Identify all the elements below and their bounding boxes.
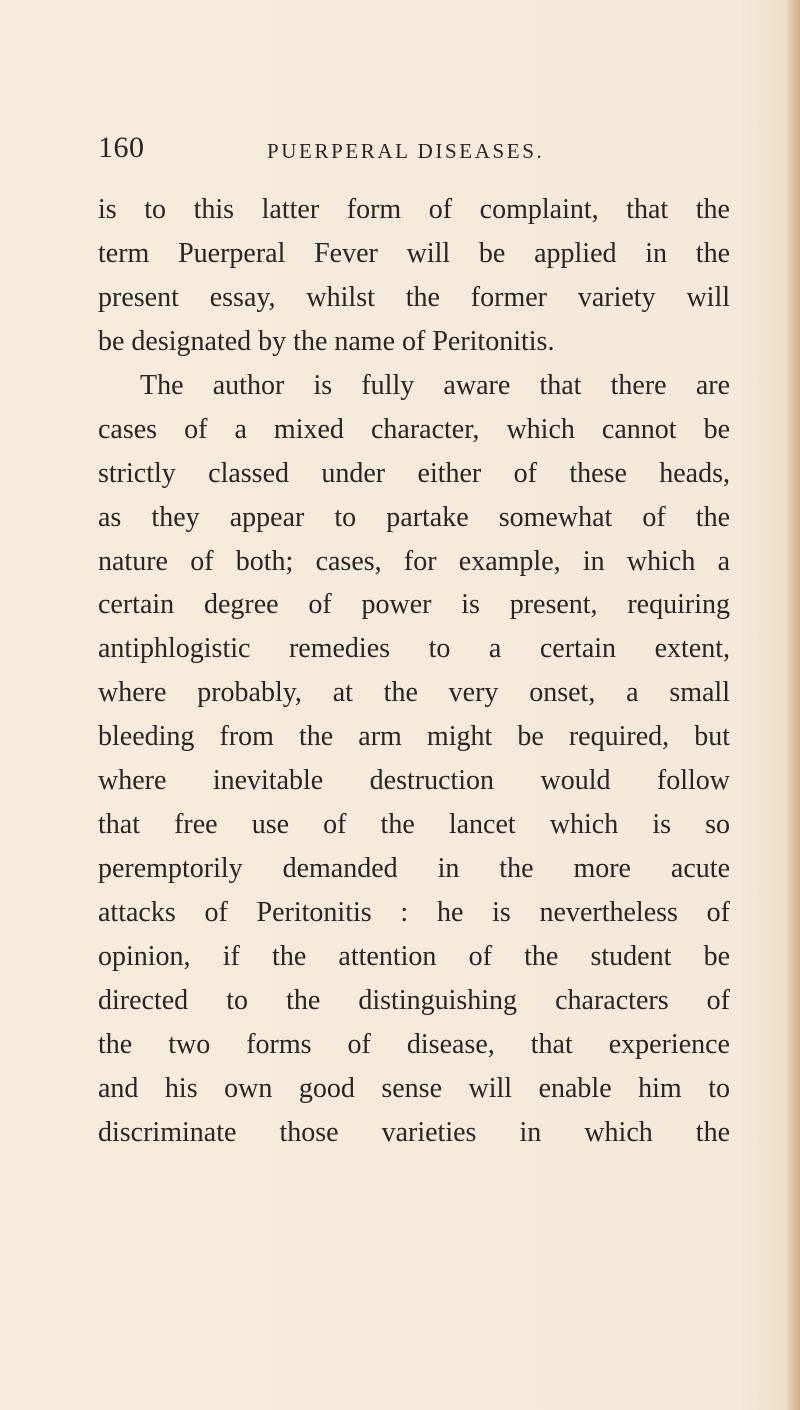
text-line: certain degree of power is present, requiring [98,589,730,621]
text-line: attacks of Peritonitis : he is nevertheless of [98,897,730,928]
text-line: term Puerperal Fever will be applied in the [98,237,730,269]
text-line: discriminate those varieties in which the [98,1116,730,1148]
text-line: antiphlogistic remedies to a certain extent, [98,633,730,665]
text-line: directed to the distinguishing characters of [98,984,730,1016]
text-line: strictly classed under either of these heads, [98,457,730,489]
text-line: peremptorily demanded in the more acute [98,853,730,885]
text-line: is to this latter form of complaint, that the [98,194,730,225]
text-line: bleeding from the arm might be required, but [98,721,730,753]
text-line: where probably, at the very onset, a small [98,677,730,709]
text-line: and his own good sense will enable him to [98,1072,730,1104]
text-line: the two forms of disease, that experience [98,1028,730,1060]
body-text [98,188,730,1155]
text-line: present essay, whilst the former variety will [98,281,730,313]
text-line: cases of a mixed character, which cannot be [98,413,730,445]
text-line: opinion, if the attention of the student be [98,940,730,972]
text-line: as they appear to partake somewhat of the [98,501,730,533]
page-number: 160 [98,131,145,164]
text-line: that free use of the lancet which is so [98,809,730,841]
text-line: be designated by the name of Peritonitis. [98,325,555,357]
text-line: where inevitable destruction would follow [98,765,730,797]
page-edge-shadow [786,0,800,1410]
running-head: PUERPERAL DISEASES. [267,139,545,163]
page-header [98,130,738,170]
text-line: nature of both; cases, for example, in which a [98,545,730,577]
text-line: The author is fully aware that there are [140,369,730,401]
